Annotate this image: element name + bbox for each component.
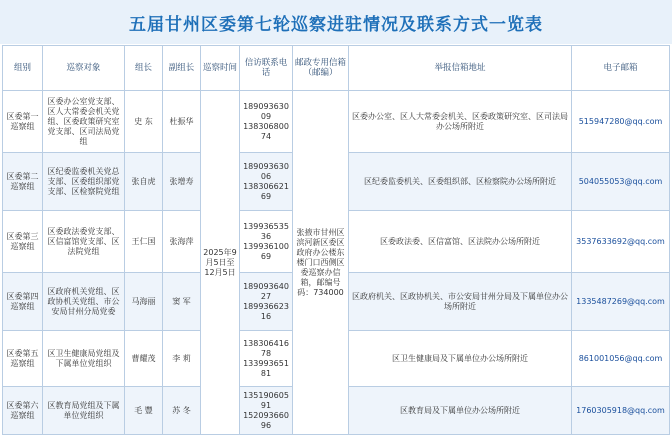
phone-cell: 18909363009 13830680074 — [240, 91, 293, 153]
deputy-cell: 张增寿 — [163, 153, 201, 211]
deputy-cell: 张海萍 — [163, 211, 201, 273]
email-cell[interactable]: 861001056@qq.com — [572, 331, 670, 387]
group-cell: 区委第六巡察组 — [3, 387, 43, 435]
header-target: 巡察对象 — [43, 46, 125, 91]
reportbox-cell: 区委政法委、区信富馆、区法院办公场所附近 — [349, 211, 572, 273]
phone-cell: 13830641678 13399365181 — [240, 331, 293, 387]
target-cell: 区纪委监委机关党总支部、区委组织部党支部、区检察院党组 — [43, 153, 125, 211]
email-cell[interactable]: 1760305918@qq.com — [572, 387, 670, 435]
leader-cell: 王仁国 — [125, 211, 163, 273]
deputy-cell: 苏 冬 — [163, 387, 201, 435]
header-postbox: 邮政专用信箱（邮编） — [293, 46, 349, 91]
header-deputy: 副组长 — [163, 46, 201, 91]
email-cell[interactable]: 1335487269@qq.com — [572, 273, 670, 331]
leader-cell: 毛 豐 — [125, 387, 163, 435]
leader-cell: 张自虎 — [125, 153, 163, 211]
header-leader: 组长 — [125, 46, 163, 91]
postbox-cell: 张掖市甘州区滨河新区委区政府办公楼东楼门口西侧区委巡察办信箱，邮编号码：734000 — [293, 91, 349, 435]
header-time: 巡察时间 — [201, 46, 240, 91]
inspection-table — [2, 45, 670, 435]
target-cell: 区卫生健康局党组及下属单位党组织 — [43, 331, 125, 387]
email-cell[interactable]: 504055053@qq.com — [572, 153, 670, 211]
group-cell: 区委第二巡察组 — [3, 153, 43, 211]
leader-cell: 曹耀茂 — [125, 331, 163, 387]
leader-cell: 马海丽 — [125, 273, 163, 331]
group-cell: 区委第四巡察组 — [3, 273, 43, 331]
reportbox-cell: 区委办公室、区人大常委会机关、区委政策研究室、区司法局办公场所附近 — [349, 91, 572, 153]
email-cell[interactable]: 3537633692@qq.com — [572, 211, 670, 273]
group-cell: 区委第一巡察组 — [3, 91, 43, 153]
target-cell: 区委政法委党支部、区信富馆党支部、区法院党组 — [43, 211, 125, 273]
header-reportbox: 举报信箱地址 — [349, 46, 572, 91]
header-phone: 信访联系电话 — [240, 46, 293, 91]
table-row — [3, 91, 670, 153]
phone-cell: 13993653536 13993610069 — [240, 211, 293, 273]
target-cell: 区教育局党组及下属单位党组织 — [43, 387, 125, 435]
page-title: 五届甘州区委第七轮巡察进驻情况及联系方式一览表 — [0, 0, 672, 44]
group-cell: 区委第五巡察组 — [3, 331, 43, 387]
deputy-cell: 杜振华 — [163, 91, 201, 153]
time-cell: 2025年9月5日至12月5日 — [201, 91, 240, 435]
header-group: 组别 — [3, 46, 43, 91]
group-cell: 区委第三巡察组 — [3, 211, 43, 273]
reportbox-cell: 区卫生健康局及下属单位办公场所附近 — [349, 331, 572, 387]
reportbox-cell: 区教育局及下属单位办公场所附近 — [349, 387, 572, 435]
reportbox-cell: 区政府机关、区政协机关、市公安局甘州分局及下属单位办公场所附近 — [349, 273, 572, 331]
phone-cell: 13519060591 15209366096 — [240, 387, 293, 435]
reportbox-cell: 区纪委监委机关、区委组织部、区检察院办公场所附近 — [349, 153, 572, 211]
header-email: 电子邮箱 — [572, 46, 670, 91]
leader-cell: 史 东 — [125, 91, 163, 153]
table-header-row — [3, 46, 670, 91]
email-cell[interactable]: 515947280@qq.com — [572, 91, 670, 153]
target-cell: 区政府机关党组、区政协机关党组、市公安局甘州分局党委 — [43, 273, 125, 331]
phone-cell: 18909363006 13830662169 — [240, 153, 293, 211]
deputy-cell: 李 莉 — [163, 331, 201, 387]
target-cell: 区委办公室党支部、区人大常委会机关党组、区委政策研究室党支部、区司法局党组 — [43, 91, 125, 153]
phone-cell: 18909364027 18993662316 — [240, 273, 293, 331]
deputy-cell: 窦 军 — [163, 273, 201, 331]
